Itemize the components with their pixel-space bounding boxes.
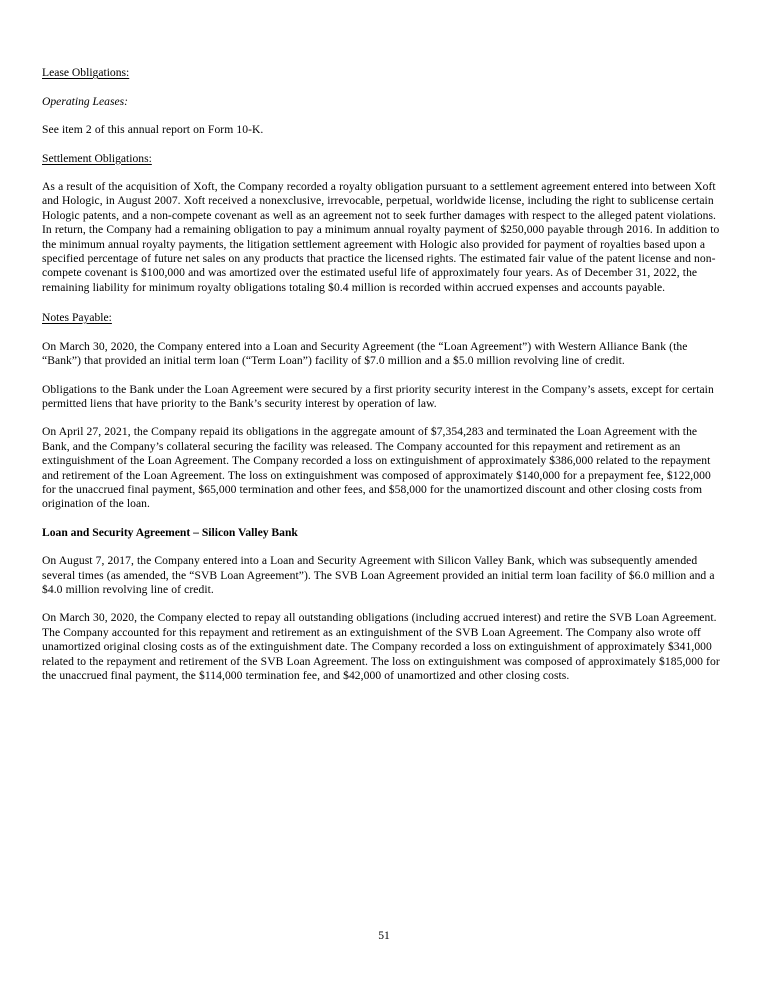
section-heading-operating-leases: Operating Leases: — [42, 94, 128, 108]
paragraph-svb-2: On March 30, 2020, the Company elected to repay all outstanding obligations (including accrued interest) and retire the SVB Loan Agreement. The Company accounted for this repayment and retirement as an extinguishment of the SVB Loan Agreement. The Company also wrote off unamortized original closing costs as of the extinguishment date. The Company recorded a loss on extinguishment of approximately $341,000 related to the repayment and retirement of the SVB Loan Agreement. The loss on extinguishment was composed of approximately $185,000 for the unaccrued final payment, the $114,000 termination fee, and $42,000 of unamortized and other closing costs. — [42, 611, 720, 682]
page-number-footer: 51 — [378, 929, 390, 942]
section-heading-settlement-obligations — [42, 152, 726, 166]
notes-payable-heading-text: Notes Payable: — [42, 310, 112, 324]
section-heading-svb-loan-agreement: Loan and Security Agreement – Silicon Valley Bank — [42, 525, 298, 539]
section-heading-lease-obligations — [42, 66, 726, 80]
paragraph-operating-leases-body: See item 2 of this annual report on Form 10-K. — [42, 123, 264, 137]
settlement-obligations-heading-text: Settlement Obligations: — [42, 151, 152, 165]
paragraph-settlement-body: As a result of the acquisition of Xoft, the Company recorded a royalty obligation pursuant to a settlement agreement entered into between Xoft and Hologic, in August 2007. Xoft received a nonexclusive, irrevocable, perpetual, worldwide license, including the right to sublicense certain Hologic patents, and a non-compete covenant as well as an agreement not to seek further damages with respect to the alleged patent violations. In return, the Company had a remaining obligation to pay a minimum annual royalty payment of $250,000 payable through 2016. In addition to the minimum annual royalty payments, the litigation settlement agreement with Hologic also provided for payment of royalties based upon a specified percentage of future net sales on any products that practice the licensed rights. The estimated fair value of the patent license and non-compete covenant is $100,000 and was amortized over the estimated useful life of approximately four years. As of December 31, 2022, the remaining liability for minimum royalty obligations totaling $0.4 million is recorded within accrued expenses and accounts payable. — [42, 180, 720, 294]
paragraph-svb-1: On August 7, 2017, the Company entered into a Loan and Security Agreement with Silicon Valley Bank, which was subsequently amended several times (as amended, the “SVB Loan Agreement”). The SVB Loan Agreement provided an initial term loan facility of $6.0 million and a $4.0 million revolving line of credit. — [42, 554, 715, 596]
section-heading-notes-payable — [42, 311, 726, 325]
document-body — [42, 66, 726, 683]
paragraph-notes-payable-2: Obligations to the Bank under the Loan Agreement were secured by a first priority security interest in the Company’s assets, except for certain permitted liens that have priority to the Bank’s security interest by operation of law. — [42, 382, 714, 410]
paragraph-notes-payable-1: On March 30, 2020, the Company entered into a Loan and Security Agreement (the “Loan Agreement”) with Western Alliance Bank (the “Bank”) that provided an initial term loan (“Term Loan”) facility of $7.0 million and a $5.0 million revolving line of credit. — [42, 339, 688, 368]
lease-obligations-heading-text: Lease Obligations: — [42, 66, 130, 79]
paragraph-notes-payable-3: On April 27, 2021, the Company repaid its obligations in the aggregate amount of $7,354,283 and terminated the Loan Agreement with the Bank, and the Company’s collateral securing the facility was released. The Company accounted for this repayment and retirement as an extinguishment of the Loan Agreement. The Company recorded a loss on extinguishment of approximately $386,000 related to the repayment and retirement of the Loan Agreement. The loss on extinguishment was composed of approximately $140,000 for a prepayment fee, $122,000 for the unaccrued final payment, $65,000 termination and other fees, and $58,000 for the unamortized discount and other closing costs from origination of the loan. — [42, 425, 711, 511]
